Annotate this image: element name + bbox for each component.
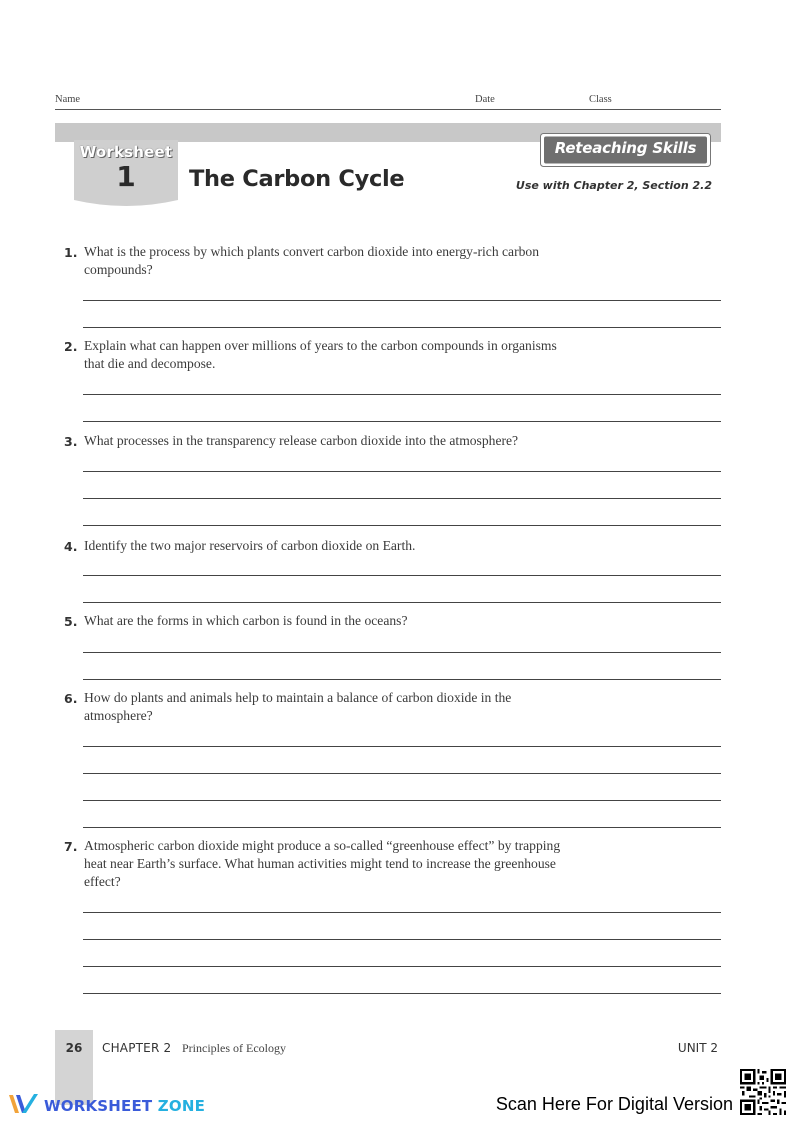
question-line: Identify the two major reservoirs of carbon dioxide on Earth. xyxy=(84,538,416,553)
question-line: Atmospheric carbon dioxide might produce a so-called “greenhouse effect” by trapping xyxy=(84,838,561,853)
logo-wordmark xyxy=(44,1097,205,1115)
question-text xyxy=(84,537,644,555)
footer-unit: UNIT 2 xyxy=(677,1041,718,1055)
answer-line[interactable] xyxy=(83,966,721,967)
answer-line[interactable] xyxy=(83,746,721,747)
answer-line[interactable] xyxy=(83,300,721,301)
answer-line[interactable] xyxy=(83,773,721,774)
question-line: effect? xyxy=(84,874,121,889)
question-text xyxy=(84,612,644,630)
use-with-note: Use with Chapter 2, Section 2.2 xyxy=(515,179,712,192)
question-number: 5. xyxy=(64,614,78,629)
question-line: What is the process by which plants convert carbon dioxide into energy-rich carbon xyxy=(84,244,539,259)
question-line: What processes in the transparency release carbon dioxide into the atmosphere? xyxy=(84,433,519,448)
page-number: 26 xyxy=(65,1041,83,1055)
question-text xyxy=(84,689,644,725)
answer-line[interactable] xyxy=(83,525,721,526)
logo-w-icon xyxy=(8,1092,40,1116)
question-number: 4. xyxy=(64,539,78,554)
worksheet-tab xyxy=(74,140,178,212)
name-label: Name xyxy=(55,94,81,105)
question-line: compounds? xyxy=(84,262,153,277)
question-number: 2. xyxy=(64,339,78,354)
answer-line[interactable] xyxy=(83,939,721,940)
question-number: 1. xyxy=(64,245,78,260)
answer-line[interactable] xyxy=(83,800,721,801)
worksheet-number: 1 xyxy=(116,160,136,193)
page-title: The Carbon Cycle xyxy=(189,166,405,192)
answer-line[interactable] xyxy=(83,993,721,994)
question-number: 3. xyxy=(64,434,78,449)
question-line: heat near Earth’s surface. What human activities might tend to increase the greenhouse xyxy=(84,856,556,871)
answer-line[interactable] xyxy=(83,575,721,576)
answer-line[interactable] xyxy=(83,827,721,828)
question-line: How do plants and animals help to maintain a balance of carbon dioxide in the xyxy=(84,690,512,705)
answer-line[interactable] xyxy=(83,471,721,472)
scan-prompt: Scan Here For Digital Version xyxy=(495,1094,733,1114)
header-rule xyxy=(55,109,721,110)
worksheet-word: Worksheet xyxy=(79,143,173,161)
question-number: 7. xyxy=(64,839,78,854)
question-text xyxy=(84,337,644,373)
question-text xyxy=(84,837,644,891)
logo-word-worksheet: WORKSHEET xyxy=(44,1097,153,1115)
answer-line[interactable] xyxy=(83,652,721,653)
date-label: Date xyxy=(475,94,495,105)
footer-chapter: CHAPTER 2 xyxy=(102,1041,172,1055)
question-text xyxy=(84,243,644,279)
class-label: Class xyxy=(589,94,612,105)
question-line: atmosphere? xyxy=(84,708,153,723)
reteaching-skills-badge xyxy=(540,133,711,167)
badge-label: Reteaching Skills xyxy=(554,139,697,157)
answer-line[interactable] xyxy=(83,602,721,603)
answer-line[interactable] xyxy=(83,912,721,913)
logo-word-zone: ZONE xyxy=(157,1097,206,1115)
question-line: that die and decompose. xyxy=(84,356,216,371)
answer-line[interactable] xyxy=(83,394,721,395)
question-number: 6. xyxy=(64,691,78,706)
question-line: What are the forms in which carbon is found in the oceans? xyxy=(84,613,408,628)
answer-line[interactable] xyxy=(83,327,721,328)
answer-line[interactable] xyxy=(83,679,721,680)
qr-code-icon[interactable] xyxy=(740,1069,786,1115)
answer-line[interactable] xyxy=(83,498,721,499)
question-text xyxy=(84,432,644,450)
question-line: Explain what can happen over millions of years to the carbon compounds in organisms xyxy=(84,338,557,353)
footer-chapter-title: Principles of Ecology xyxy=(182,1041,286,1055)
answer-line[interactable] xyxy=(83,421,721,422)
